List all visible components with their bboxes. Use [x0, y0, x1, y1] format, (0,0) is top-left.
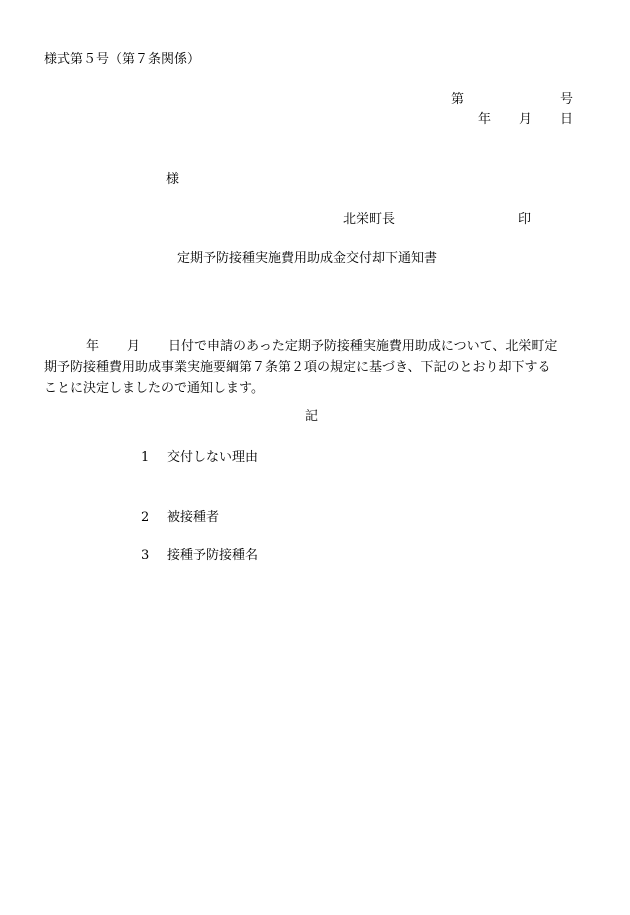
- body-line-1-text: 日付で申請のあった定期予防接種実施費用助成について、北栄町定: [168, 339, 558, 354]
- item-label: 交付しない理由: [167, 450, 259, 465]
- sender-title: 北栄町長: [343, 212, 396, 227]
- recipient-honorific: 様: [166, 172, 180, 187]
- list-item: [141, 510, 219, 526]
- document-title: 定期予防接種実施費用助成金交付却下通知書: [177, 251, 438, 266]
- body-paragraph: [44, 336, 584, 399]
- ki-heading: 記: [305, 409, 319, 424]
- seal-mark: 印: [518, 212, 532, 227]
- list-item: [141, 450, 258, 466]
- body-line-1: [44, 336, 584, 357]
- list-item: [141, 548, 258, 564]
- date-month: 月: [519, 112, 533, 127]
- body-line-3: ことに決定しましたので通知します。: [44, 381, 264, 396]
- item-number: 2: [141, 510, 150, 525]
- body-line-2: 期予防接種費用助成事業実施要綱第７条第２項の規定に基づき、下記のとおり却下する: [44, 360, 551, 375]
- doc-number-suffix: 号: [560, 92, 574, 107]
- date-year: 年: [478, 112, 492, 127]
- doc-number-prefix: 第: [451, 92, 465, 107]
- item-label: 被接種者: [167, 510, 220, 525]
- item-number: 3: [141, 548, 150, 563]
- body-year: 年: [86, 339, 100, 354]
- item-label: 接種予防接種名: [167, 548, 259, 563]
- body-month: 月: [127, 339, 141, 354]
- item-number: 1: [141, 450, 150, 465]
- date-day: 日: [560, 112, 574, 127]
- form-number: 様式第５号（第７条関係）: [44, 52, 201, 67]
